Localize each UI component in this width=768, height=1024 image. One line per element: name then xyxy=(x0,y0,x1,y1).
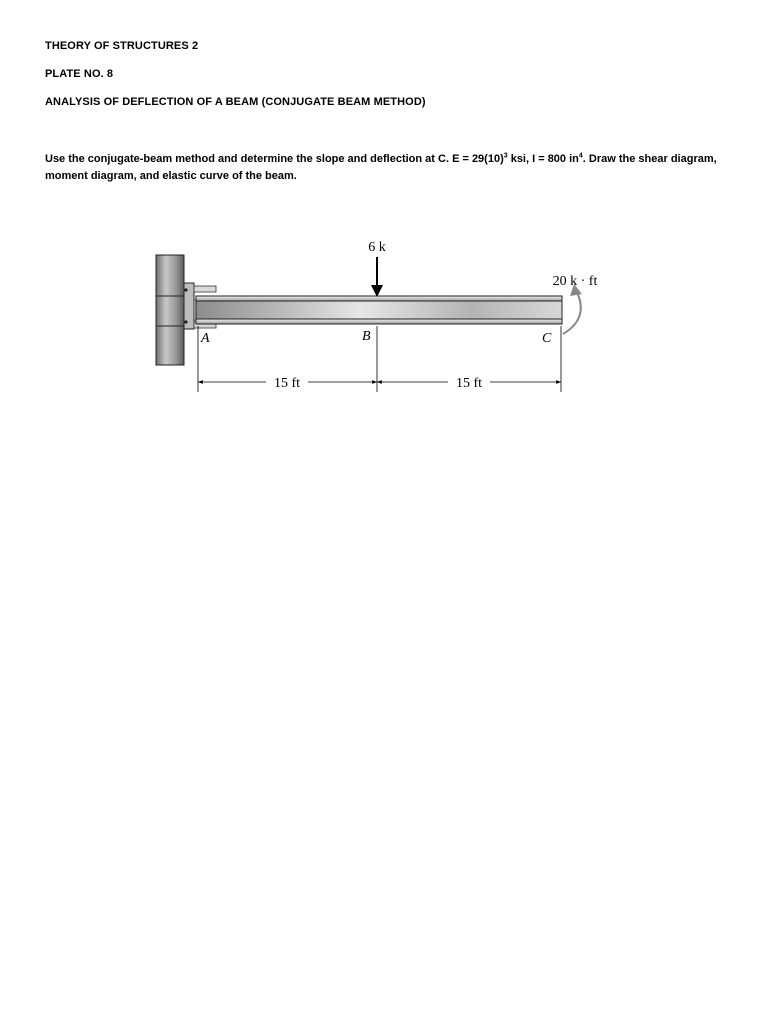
point-load-arrow xyxy=(371,257,383,297)
point-b-label: B xyxy=(362,329,371,344)
problem-text-c: . Draw the shear diagram, moment diagram, and elastic curve of the beam. xyxy=(45,153,717,182)
problem-text-a: Use the conjugate-beam method and determine the slope and deflection at C. E = 29(10) xyxy=(45,153,504,165)
beam xyxy=(196,296,562,324)
exponent-i: 4 xyxy=(578,152,583,160)
moment-arrow xyxy=(563,284,582,334)
moment-label: 20 k · ft xyxy=(552,274,598,289)
beam-figure xyxy=(0,0,768,420)
topic-title: ANALYSIS OF DEFLECTION OF A BEAM (CONJUGATE BEAM METHOD) xyxy=(45,96,426,108)
span-bc-label: 15 ft xyxy=(455,376,483,391)
course-title: THEORY OF STRUCTURES 2 xyxy=(45,40,199,52)
problem-text-b: ksi, I = 800 in xyxy=(507,153,579,165)
point-a-label: A xyxy=(201,331,210,346)
plate-number: PLATE NO. 8 xyxy=(45,68,114,80)
point-c-label: C xyxy=(542,331,552,346)
span-ab-label: 15 ft xyxy=(273,376,301,391)
exponent-e: 3 xyxy=(503,152,508,160)
load-label: 6 k xyxy=(368,240,386,255)
